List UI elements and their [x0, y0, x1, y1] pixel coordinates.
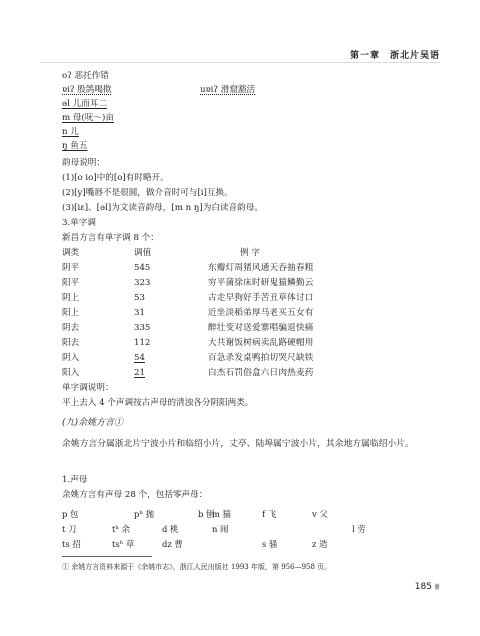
final-row-4: m 母(呒～)亩 — [62, 113, 114, 123]
final-row-3: əl 儿而耳二 — [62, 99, 107, 109]
tone-notes-heading: 单字调说明： — [62, 383, 114, 393]
finals-notes-heading: 韵母说明： — [62, 158, 105, 168]
tones-intro: 新昌方言有单字调 8 个： — [62, 233, 159, 243]
final-row-2 — [62, 84, 112, 96]
footnote-divider — [62, 556, 152, 557]
initials-intro: 余姚方言有声母 28 个，包括零声母： — [62, 490, 208, 500]
tone-header-category: 调类 — [62, 248, 80, 258]
header-divider — [40, 62, 440, 63]
page-number: 185 卌 — [414, 582, 440, 592]
final-row-5: n 儿 — [62, 127, 79, 137]
initials-subheading: 1.声母 — [62, 475, 88, 485]
final-row-6: ŋ 鱼五 — [62, 141, 88, 151]
final-row-2-left: ɐiʔ 股鸽喝揿 — [62, 85, 112, 95]
tones-section-title: 3.单字调 — [62, 218, 96, 228]
running-header — [300, 48, 440, 61]
final-row-2-right: uɐiʔ 滑窟豁活 — [200, 85, 256, 95]
tone-header-examples: 例 字 — [240, 248, 260, 258]
chapter-label: 第一章 — [349, 51, 380, 61]
page: 第一章 浙北片吴语 oʔ 恶托作错 ɐiʔ 股鸽喝揿 uɐiʔ 滑窟豁活 əl 儿而耳二 m 母(呒～)亩 n 儿 ŋ 鱼五 韵母说明： (1)[o io]中的[o]有时略开。 (2)[y]嘴唇不是很圆，做介音时可与[i]互换。 (3)[iɛ]、[əl]为文读音韵母，[m n ŋ]为白读音韵母。 3.单字调 新昌方言有单字调 8 个： 调类 调值 例 字 阴平 545 东瓣灯周猪风通天吞抽春粗 阳平 323 穷平蒲徐床时研鬼猫鳞勤云 阴上 53 古走早狗好手苦丑草体讨口 阳上 31 近坐淡稻弟厚马老买五女有 阴去 335 醉壮变对送爱寨唱骗退快痛 阳去 112 大共谢饭树病卖乱路硬帽用 阴入 54 百急杀发桌鸭拍切哭尺缺铁 阳入 21 白杰石罚俗盒六日肉热麦药 单字调说明： 平上去入 4 个声调按古声母的清浊各分阴阳两类。 (九)余姚方言① 余姚方言分属浙北片宁波小片和临绍小片，丈亭、陆埠属宁波小片，其余地方属临绍小片。 1.声母 余姚方言有声母 28 个，包括零声母： p 包 pʰ 抛 b 刨 m 猫 f 飞 v 父 t 刀 tʰ 余 d 桃 n 闹 l 劳 ts 招 tsʰ 草 dz 曹 s 骚 z 造 ① 余姚方言资料来源于《余姚市志》，浙江人民出版社 1993 年版，第 956—958 页。 185 卌 — [0, 0, 480, 636]
section-title: (九)余姚方言① — [62, 418, 124, 428]
final-row-1: oʔ 恶托作错 — [62, 71, 109, 81]
footnote: ① 余姚方言资料来源于《余姚市志》，浙江人民出版社 1993 年版，第 956—958 页。 — [62, 563, 332, 571]
tone-note: 平上去入 4 个声调按古声母的清浊各分阴阳两类。 — [62, 398, 254, 408]
finals-note-1: (1)[o io]中的[o]有时略开。 — [62, 173, 169, 183]
chapter-title: 浙北片吴语 — [389, 51, 440, 61]
section-paragraph: 余姚方言分属浙北片宁波小片和临绍小片，丈亭、陆埠属宁波小片，其余地方属临绍小片。 — [62, 439, 414, 449]
finals-note-3: (3)[iɛ]、[əl]为文读音韵母，[m n ŋ]为白读音韵母。 — [62, 203, 263, 213]
finals-note-2: (2)[y]嘴唇不是很圆，做介音时可与[i]互换。 — [62, 188, 233, 198]
tone-header-value: 调值 — [134, 248, 152, 258]
